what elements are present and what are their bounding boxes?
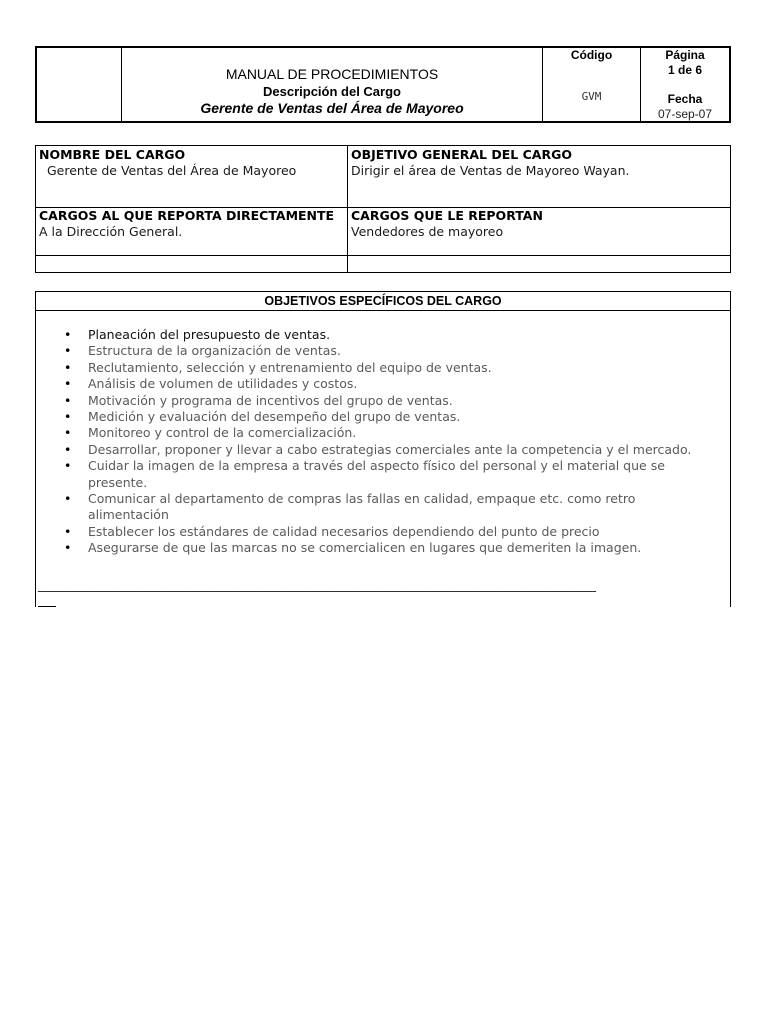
bullet-icon: •	[64, 392, 72, 408]
info-bottom-border	[35, 272, 731, 273]
objetivo-general-value: Dirigir el área de Ventas de Mayoreo Wayan.	[351, 163, 630, 178]
list-item: • Planeación del presupuesto de ventas.	[64, 327, 331, 342]
underline-tail	[38, 606, 56, 607]
list-item: • Reclutamiento, selección y entrenamiento del equipo de ventas.	[64, 359, 492, 375]
date-label: Fecha	[667, 92, 703, 106]
objectives-right-border	[730, 291, 731, 607]
bullet-icon: •	[64, 343, 72, 359]
reporta-label: CARGOS AL QUE REPORTA DIRECTAMENTE	[39, 208, 335, 223]
objectives-title: OBJETIVOS ESPECÍFICOS DEL CARGO	[264, 294, 502, 308]
code-value: GVM	[581, 90, 602, 103]
nombre-cargo-value: Gerente de Ventas del Área de Mayoreo	[39, 163, 297, 178]
objectives-left-border	[35, 291, 36, 607]
bullet-icon: •	[64, 327, 72, 342]
bullet-icon: •	[64, 491, 72, 507]
manual-title: MANUAL DE PROCEDIMIENTOS	[225, 66, 439, 82]
page-label: Página	[665, 48, 705, 62]
document-subtitle: Descripción del Cargo	[263, 84, 401, 99]
bullet-icon: •	[64, 409, 72, 425]
list-item: • Medición y evaluación del desempeño del grupo de ventas.	[64, 409, 461, 425]
bullet-icon: •	[64, 441, 72, 457]
bullet-icon: •	[64, 523, 72, 539]
reporta-value: A la Dirección General.	[39, 224, 183, 239]
date-value: 07-sep-07	[657, 107, 713, 121]
list-item: • Monitoreo y control de la comercialización.	[64, 425, 357, 441]
info-column-divider	[347, 145, 348, 273]
bullet-icon: •	[64, 425, 72, 441]
list-item: • Establecer los estándares de calidad necesarios dependiendo del punto de precio	[64, 523, 600, 539]
list-item: • Estructura de la organización de ventas.	[64, 343, 341, 359]
bullet-icon: •	[64, 458, 72, 474]
reportan-label: CARGOS QUE LE REPORTAN	[351, 208, 543, 223]
logo-area	[37, 48, 121, 121]
header-right-border	[729, 46, 731, 123]
list-item: • Comunicar al departamento de compras las fallas en calidad, empaque etc. como retro alimentación	[64, 491, 636, 523]
header-bottom-border	[35, 121, 731, 123]
list-item: • Análisis de volumen de utilidades y costos.	[64, 376, 358, 392]
reportan-value: Vendedores de mayoreo	[351, 224, 504, 239]
objetivo-general-label: OBJETIVO GENERAL DEL CARGO	[351, 147, 572, 162]
list-item: • Cuidar la imagen de la empresa a través del aspecto físico del personal y el material que se presente.	[64, 458, 665, 490]
info-right-border	[730, 145, 731, 273]
page-value: 1 de 6	[667, 63, 703, 77]
bullet-icon: •	[64, 540, 72, 556]
info-top-border	[35, 145, 731, 146]
objectives-title-divider	[35, 310, 731, 311]
nombre-cargo-label: NOMBRE DEL CARGO	[39, 147, 186, 162]
bullet-icon: •	[64, 359, 72, 375]
bullet-icon: •	[64, 376, 72, 392]
objectives-list	[64, 327, 714, 557]
signature-underline: _____________________________________________________________________________________________	[38, 578, 596, 592]
list-item: • Asegurarse de que las marcas no se comercialicen en lugares que demeriten la imagen.	[64, 540, 642, 556]
list-item: • Motivación y programa de incentivos del grupo de ventas.	[64, 392, 453, 408]
role-title: Gerente de Ventas del Área de Mayoreo	[200, 100, 464, 116]
info-row-divider-2	[35, 255, 731, 256]
info-left-border	[35, 145, 36, 273]
code-label: Código	[570, 48, 613, 62]
objectives-top-border	[35, 291, 731, 292]
list-item: • Desarrollar, proponer y llevar a cabo estrategias comerciales ante la competencia y el mercado.	[64, 441, 692, 457]
